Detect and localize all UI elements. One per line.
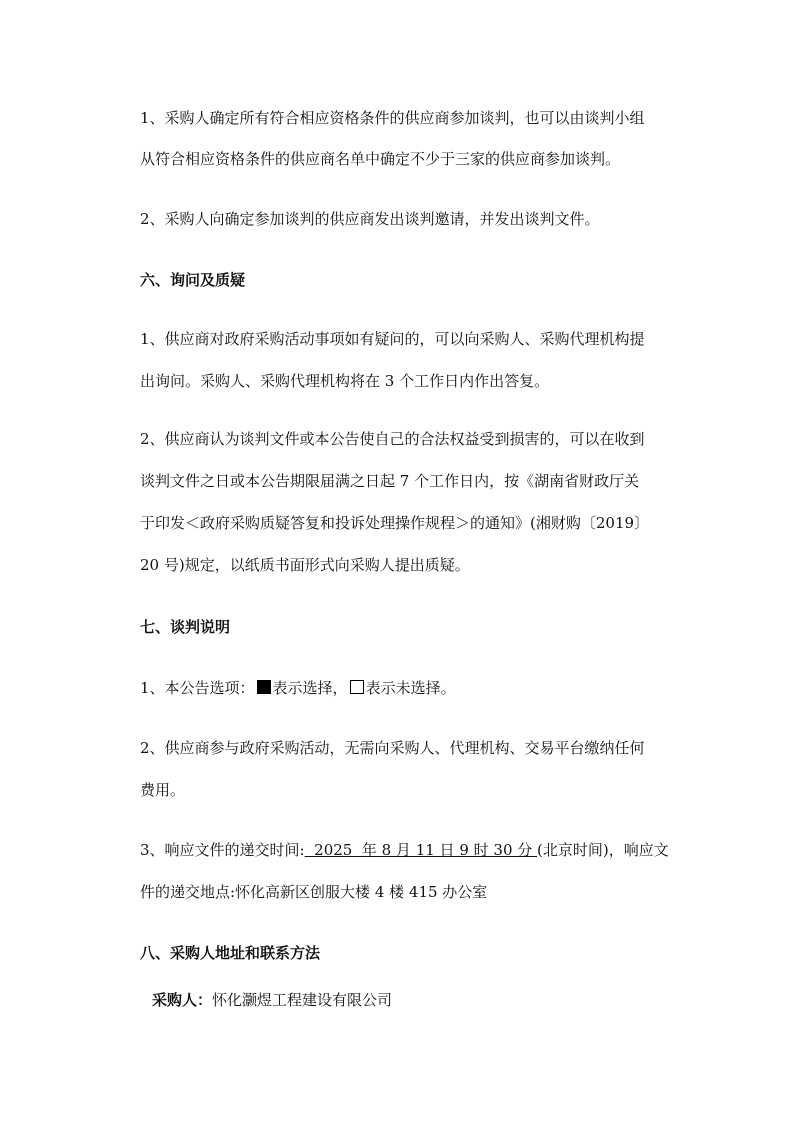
sec6-p1-line1: 1、供应商对政府采购活动事项如有疑问的，可以向采购人、采购代理机构提 [140, 330, 645, 348]
sec7-p2-line1: 2、供应商参与政府采购活动，无需向采购人、代理机构、交易平台缴纳任何 [140, 739, 645, 757]
sec6-p2-line2: 谈判文件之日或本公告期限届满之日起 7 个工作日内，按《湖南省财政厅关 [140, 472, 640, 490]
sec7-p3-line1 [140, 840, 669, 860]
sec5-p1-line1: 1、采购人确定所有符合相应资格条件的供应商参加谈判，也可以由谈判小组 [140, 109, 645, 127]
sec6-p2-line1: 2、供应商认为谈判文件或本公告使自己的合法权益受到损害的，可以在收到 [140, 430, 645, 448]
section-heading-contact: 八、采购人地址和联系方法 [140, 944, 321, 962]
sec7-p1 [140, 678, 456, 698]
sec7-p3-suffix: (北京时间)，响应文 [537, 841, 669, 859]
filled-checkbox-icon [257, 680, 271, 694]
sec5-p2: 2、采购人向确定参加谈判的供应商发出谈判邀请，并发出谈判文件。 [140, 210, 600, 228]
buyer-name: 怀化灏煜工程建设有限公司 [212, 991, 393, 1009]
sec6-p2-line3: 于印发＜政府采购质疑答复和投诉处理操作规程＞的通知》(湘财购〔2019〕 [140, 514, 650, 532]
sec7-p2-line2: 费用。 [140, 781, 186, 799]
sec5-p1-line2: 从符合相应资格条件的供应商名单中确定不少于三家的供应商参加谈判。 [140, 150, 621, 168]
sec7-p3-line2: 件的递交地点:怀化高新区创服大楼 4 楼 415 办公室 [140, 883, 488, 901]
sec7-p1-selected-text: 表示选择， [272, 679, 348, 697]
section-heading-negotiation: 七、谈判说明 [140, 618, 231, 636]
sec7-p3-prefix: 3、响应文件的递交时间: [140, 841, 305, 859]
sec7-p1-prefix: 1、本公告选项： [140, 679, 255, 697]
submission-time: 2025 年 8 月 11 日 9 时 30 分 [304, 841, 538, 859]
sec6-p2-line4: 20 号)规定，以纸质书面形式向采购人提出质疑。 [140, 556, 470, 574]
section-heading-inquiry: 六、询问及质疑 [140, 271, 246, 289]
buyer-line [152, 990, 392, 1010]
sec7-p1-unselected-text: 表示未选择。 [365, 679, 456, 697]
empty-checkbox-icon [350, 680, 364, 694]
sec6-p1-line2: 出询问。采购人、采购代理机构将在 3 个工作日内作出答复。 [140, 372, 550, 390]
buyer-label: 采购人： [152, 991, 213, 1009]
